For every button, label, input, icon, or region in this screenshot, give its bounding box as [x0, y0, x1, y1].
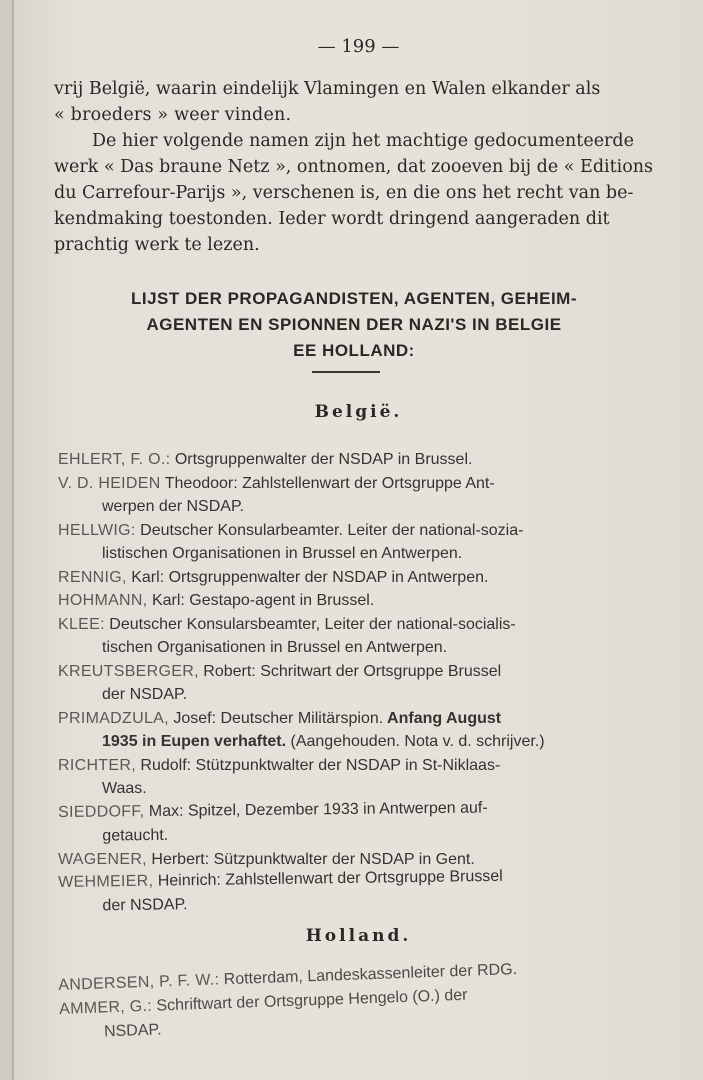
divider-rule: [312, 371, 380, 373]
belgie-list: [58, 448, 618, 918]
heading-line-3: EE HOLLAND:: [293, 341, 415, 360]
entry-text: Theodoor: Zahlstellenwart der Ortsgruppe Ant-: [160, 474, 495, 492]
entry-continuation: tischen Organisationen in Brussel en Antwerpen.: [102, 639, 448, 656]
entry-name: KREUTSBERGER,: [58, 662, 199, 680]
intro-line: prachtig werk te lezen.: [54, 235, 260, 255]
list-item: [58, 566, 618, 590]
book-page: [14, 0, 703, 1080]
entry-name: WEHMEIER,: [58, 872, 154, 891]
entry-name: AMMER, G.:: [58, 997, 153, 1018]
entry-name: EHLERT, F. O.:: [58, 451, 171, 468]
entry-continuation: listischen Organisationen in Brussel en Antwerpen.: [102, 545, 463, 562]
entry-text: Rotterdam, Landeskassenleiter der RDG.: [219, 960, 518, 989]
list-item: [58, 589, 618, 613]
holland-list: [58, 954, 620, 1045]
entry-name: SIEDDOFF,: [58, 802, 145, 821]
entry-text: Schriftwart der Ortsgruppe Hengelo (O.) der: [151, 986, 468, 1015]
entry-name: RENNIG,: [58, 568, 127, 586]
entry-continuation: NSDAP.: [103, 1021, 162, 1041]
list-item: [58, 660, 618, 707]
list-item: [58, 707, 618, 754]
intro-line: « broeders » weer vinden.: [54, 105, 292, 125]
list-item: [58, 795, 618, 848]
entry-text: Deutscher Konsularbeamter. Leiter der national-sozia-: [135, 521, 524, 539]
entry-continuation: Waas.: [102, 780, 147, 797]
entry-text: Herbert: Sützpunktwalter der NSDAP in Gent.: [146, 850, 475, 868]
entry-text: Deutscher Konsularsbeamter, Leiter der national-socialis-: [104, 615, 516, 633]
intro-line: du Carrefour-Parijs », verschenen is, en die ons het recht van be-: [54, 183, 634, 203]
list-item: [58, 754, 618, 801]
entry-text: Ortsgruppenwalter der NSDAP in Brussel.: [170, 451, 473, 468]
page-number: — 199 —: [317, 36, 400, 57]
entry-text: Karl: Gestapo-agent in Brussel.: [147, 592, 375, 609]
intro-line: De hier volgende namen zijn het machtige gedocumenteerde: [92, 131, 634, 151]
entry-name: HOHMANN,: [58, 592, 148, 609]
list-item: [58, 519, 618, 566]
entry-text: Max: Spitzel, Dezember 1933 in Antwerpen auf-: [144, 799, 488, 820]
entry-continuation: werpen der NSDAP.: [102, 498, 244, 515]
entry-bold-text: Anfang August: [383, 709, 502, 727]
heading-line-2: AGENTEN EN SPIONNEN DER NAZI'S IN BELGIE: [146, 315, 562, 334]
entry-continuation: der NSDAP.: [102, 686, 188, 703]
entry-note: (Aangehouden. Nota v. d. schrijver.): [286, 733, 545, 750]
entry-continuation: der NSDAP.: [102, 895, 188, 914]
list-item: [58, 472, 618, 519]
entry-text: Karl: Ortsgruppenwalter der NSDAP in Antwerpen.: [126, 568, 489, 586]
section-title-holland: Holland.: [305, 926, 412, 946]
list-item: [58, 448, 618, 472]
heading-line-1: LIJST DER PROPAGANDISTEN, AGENTEN, GEHEIM-: [130, 289, 578, 308]
list-item: [58, 863, 619, 918]
entry-continuation: [58, 730, 618, 754]
intro-line: werk « Das braune Netz », ontnomen, dat zooeven bij de « Editions: [54, 157, 654, 177]
entry-bold-text: 1935 in Eupen verhaftet.: [102, 733, 287, 750]
list-item: [58, 613, 618, 660]
entry-continuation: getaucht.: [102, 825, 169, 844]
intro-line: vrij België, waarin eindelijk Vlamingen en Walen elkander als: [54, 79, 601, 99]
intro-paragraph: [54, 76, 654, 258]
section-title-belgie: België.: [314, 402, 403, 422]
entry-name: HELLWIG:: [58, 521, 136, 539]
entry-name: V. D. HEIDEN: [58, 474, 161, 492]
entry-name: RICHTER,: [58, 756, 136, 774]
entry-text: Robert: Schritwart der Ortsgruppe Brussel: [198, 662, 502, 680]
entry-text: Rudolf: Stützpunktwalter der NSDAP in St-Niklaas-: [135, 756, 501, 774]
intro-line: kendmaking toestonden. Ieder wordt dringend aangeraden dit: [54, 209, 610, 229]
entry-text: Josef: Deutscher Militärspion.: [168, 709, 384, 727]
entry-text: Heinrich: Zahlstellenwart der Ortsgruppe Brussel: [153, 867, 503, 890]
entry-name: WAGENER,: [58, 850, 147, 868]
entry-name: ANDERSEN, P. F. W.:: [58, 971, 220, 994]
entry-name: KLEE:: [58, 615, 105, 633]
list-heading: [74, 286, 634, 364]
entry-name: PRIMADZULA,: [58, 709, 169, 727]
